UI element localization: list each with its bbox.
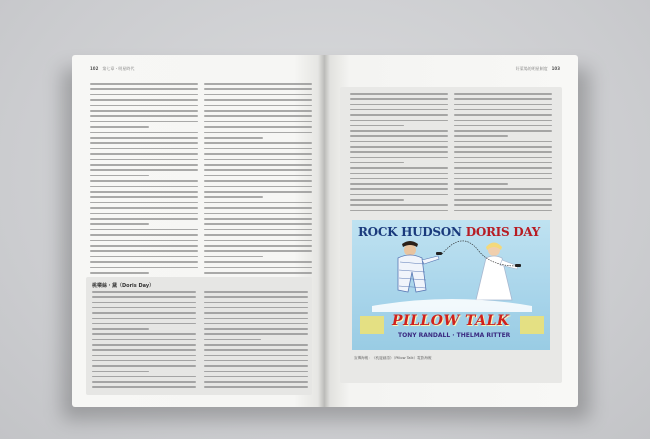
text-line: [454, 204, 552, 206]
text-line: [204, 169, 312, 171]
text-line: [92, 333, 196, 335]
book-gutter: [318, 55, 330, 407]
text-line: [350, 104, 448, 106]
text-line: [92, 349, 196, 351]
text-line: [204, 328, 308, 330]
text-line: [90, 110, 198, 112]
text-line: [454, 173, 552, 175]
right-head-text: 好萊塢的明星制度: [515, 66, 548, 71]
text-line: [204, 99, 312, 101]
text-line: [90, 126, 149, 128]
text-line: [90, 196, 198, 198]
text-line: [90, 245, 198, 247]
text-line: [454, 151, 552, 153]
text-line: [454, 146, 552, 148]
text-line: [350, 188, 448, 190]
text-line: [454, 114, 552, 116]
text-line: [204, 291, 308, 293]
text-line: [92, 312, 196, 314]
right-page-number: 103: [551, 66, 560, 71]
text-line: [454, 188, 552, 190]
text-line: [204, 126, 312, 128]
text-line: [90, 261, 198, 263]
text-line: [90, 132, 198, 134]
text-line: [454, 167, 552, 169]
text-line: [90, 186, 198, 188]
text-line: [204, 202, 312, 204]
text-line: [204, 153, 312, 155]
text-line: [204, 94, 312, 96]
text-line: [204, 245, 312, 247]
text-line: [204, 234, 312, 236]
text-line: [350, 130, 448, 132]
text-line: [350, 199, 404, 201]
text-line: [350, 210, 448, 212]
text-line: [204, 186, 312, 188]
text-line: [204, 272, 312, 274]
text-line: [92, 355, 196, 357]
text-line: [90, 159, 198, 161]
text-line: [90, 169, 198, 171]
text-line: [204, 115, 312, 117]
poster-costars: TONY RANDALL · THELMA RITTER: [398, 332, 511, 339]
text-line: [90, 267, 198, 269]
text-line: [90, 218, 198, 220]
text-line: [204, 180, 312, 182]
text-line: [204, 318, 308, 320]
text-line: [204, 191, 312, 193]
text-line: [204, 365, 308, 367]
text-line: [454, 130, 552, 132]
text-line: [90, 223, 149, 225]
text-line: [204, 333, 308, 335]
text-line: [204, 218, 312, 220]
text-line: [204, 261, 312, 263]
text-line: [92, 302, 196, 304]
text-line: [92, 365, 196, 367]
text-line: [350, 120, 448, 122]
text-line: [90, 256, 198, 258]
text-line: [92, 386, 196, 388]
text-line: [204, 132, 312, 134]
text-line: [204, 175, 312, 177]
sidebar-title: 桃樂絲・黛（Doris Day）: [92, 283, 155, 289]
text-line: [204, 164, 312, 166]
poster-film-title: PILLOW TALK: [392, 313, 510, 329]
text-line: [204, 121, 312, 123]
text-line: [90, 202, 198, 204]
text-line: [454, 104, 552, 106]
text-line: [90, 240, 198, 242]
text-line: [204, 207, 312, 209]
text-line: [90, 229, 198, 231]
text-line: [90, 164, 198, 166]
text-line: [92, 344, 196, 346]
text-line: [90, 153, 198, 155]
text-line: [204, 256, 263, 258]
text-line: [90, 99, 198, 101]
text-line: [204, 229, 312, 231]
movie-poster: [352, 220, 550, 350]
text-line: [92, 371, 149, 373]
text-line: [204, 302, 308, 304]
text-line: [204, 267, 312, 269]
text-line: [90, 191, 198, 193]
text-line: [90, 94, 198, 96]
text-line: [350, 167, 448, 169]
poster-star-right: DORIS DAY: [465, 225, 540, 239]
text-line: [90, 137, 198, 139]
text-line: [204, 386, 308, 388]
sidebar-box: [86, 277, 312, 395]
text-line: [204, 196, 263, 198]
text-line: [454, 210, 552, 212]
right-page: [324, 55, 578, 407]
text-line: [204, 213, 312, 215]
text-line: [90, 207, 198, 209]
text-line: [92, 296, 196, 298]
text-line: [90, 121, 198, 123]
text-line: [204, 137, 263, 139]
left-page: [72, 55, 324, 407]
right-running-head: [516, 66, 560, 72]
text-line: [350, 157, 448, 159]
text-line: [204, 240, 312, 242]
text-line: [350, 98, 448, 100]
text-line: [92, 328, 149, 330]
text-line: [90, 83, 198, 85]
text-line: [204, 344, 308, 346]
text-line: [90, 272, 149, 274]
text-line: [350, 183, 448, 185]
text-line: [454, 93, 552, 95]
text-line: [350, 114, 448, 116]
text-line: [204, 250, 312, 252]
text-line: [92, 381, 196, 383]
text-line: [454, 183, 508, 185]
text-line: [204, 223, 312, 225]
text-line: [90, 88, 198, 90]
text-line: [204, 110, 312, 112]
text-line: [90, 148, 198, 150]
text-line: [204, 371, 308, 373]
poster-illustration: [352, 220, 550, 350]
text-line: [204, 355, 308, 357]
text-line: [90, 142, 198, 144]
text-line: [454, 98, 552, 100]
text-line: [454, 199, 552, 201]
text-line: [350, 173, 448, 175]
text-line: [90, 105, 198, 107]
text-line: [204, 148, 312, 150]
text-line: [90, 175, 149, 177]
text-line: [204, 142, 312, 144]
text-line: [350, 93, 448, 95]
text-line: [204, 105, 312, 107]
left-running-head: [90, 66, 134, 72]
text-line: [204, 381, 308, 383]
text-line: [350, 135, 448, 137]
text-line: [90, 180, 198, 182]
text-line: [90, 250, 198, 252]
text-line: [92, 291, 196, 293]
text-line: [204, 83, 312, 85]
text-line: [204, 312, 308, 314]
text-line: [454, 135, 508, 137]
text-line: [350, 204, 448, 206]
text-line: [204, 349, 308, 351]
text-line: [90, 213, 198, 215]
text-line: [90, 115, 198, 117]
text-line: [92, 318, 196, 320]
poster-star-left: ROCK HUDSON: [358, 225, 462, 239]
poster-caption: 宣傳海報：《枕邊細語》（Pillow Talk）電影海報: [354, 356, 432, 360]
text-line: [204, 88, 312, 90]
left-head-text: 第七章・明星時代: [102, 66, 135, 71]
text-line: [204, 159, 312, 161]
text-line: [350, 146, 448, 148]
text-line: [350, 151, 448, 153]
text-line: [204, 296, 308, 298]
left-page-number: 102: [90, 66, 99, 71]
text-line: [90, 234, 198, 236]
text-line: [454, 157, 552, 159]
text-line: [454, 120, 552, 122]
